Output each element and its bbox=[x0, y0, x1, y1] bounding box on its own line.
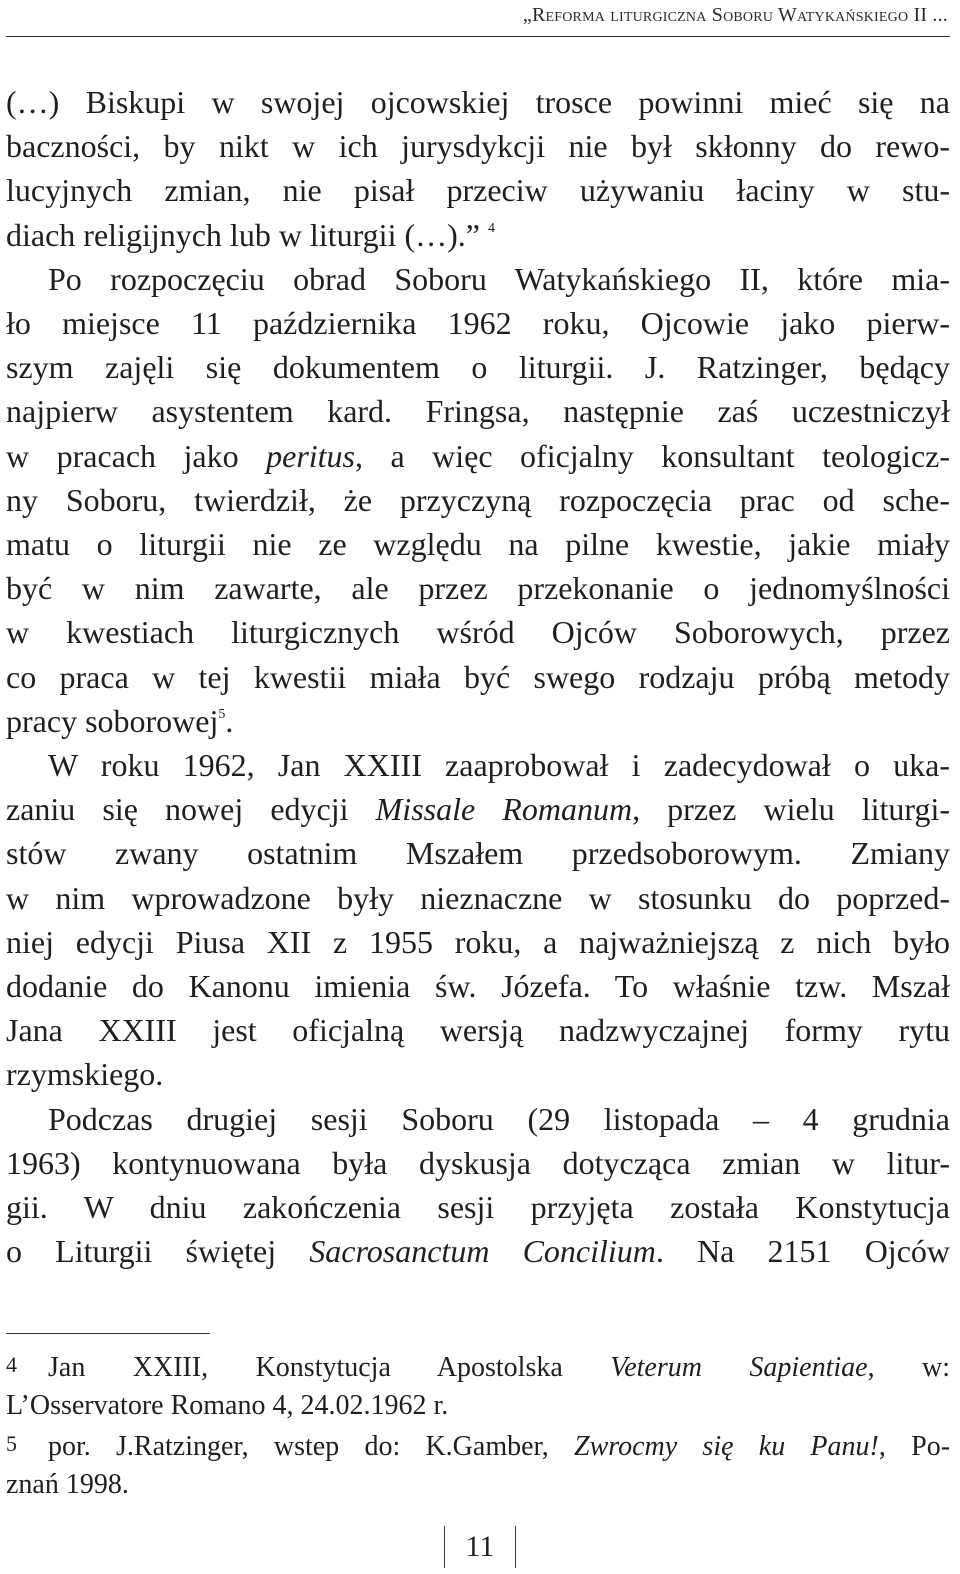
text-line: matu o liturgii nie ze względu na pilne kwestie, jakie miały bbox=[6, 526, 950, 563]
text-segment: . bbox=[225, 702, 234, 739]
italic-term: Missale Romanum bbox=[375, 791, 633, 828]
text-line: lucyjnych zmian, nie pisał przeciw używaniu łaciny w stu- bbox=[6, 172, 950, 209]
text-segment: , przez wielu liturgi- bbox=[632, 791, 951, 828]
text-segment: zaniu się nowej edycji bbox=[6, 791, 376, 828]
page-number: 11 bbox=[444, 1526, 516, 1568]
text-segment: por. J.Ratzinger, wstep do: K.Gamber, bbox=[48, 1431, 574, 1462]
text-line: baczności, by nikt w ich jurysdykcji nie był skłonny do rewo- bbox=[6, 128, 950, 165]
text-line: rzymskiego. bbox=[6, 1056, 164, 1093]
footnote-ref-5: 5 bbox=[218, 706, 226, 722]
text-line: 1963) kontynuowana była dyskusja dotycząca zmian w litur- bbox=[6, 1144, 950, 1181]
text-line: w kwestiach liturgicznych wśród Ojców Soborowych, przez bbox=[6, 614, 950, 651]
footnote-5 bbox=[6, 1425, 950, 1504]
text-line: najpierw asystentem kard. Fringsa, następnie zaś uczestniczył bbox=[6, 393, 950, 430]
text-line: niej edycji Piusa XII z 1955 roku, a najważniejszą z nich było bbox=[6, 923, 950, 960]
text-segment: , a więc oficjalny konsultant teologicz- bbox=[355, 437, 951, 474]
text-segment: . Na 2151 Ojców bbox=[655, 1233, 950, 1270]
footnote-ref-4: 4 bbox=[487, 220, 495, 236]
text-line: ny Soboru, twierdził, że przyczyną rozpoczęcia prac od sche- bbox=[6, 481, 950, 518]
text-line bbox=[6, 213, 950, 257]
text-line bbox=[6, 699, 950, 743]
footnote-line: L’Osservatore Romano 4, 24.02.1962 r. bbox=[6, 1390, 449, 1421]
text-segment: Jan XXIII, Konstytucja Apostolska bbox=[48, 1352, 611, 1383]
text-segment: diach religijnych lub w liturgii (…).” bbox=[6, 216, 480, 253]
text-line: stów zwany ostatnim Mszałem przedsoborowym. Zmiany bbox=[6, 835, 950, 872]
text-line: W roku 1962, Jan XXIII zaaprobował i zadecydował o uka- bbox=[48, 747, 950, 784]
text-line: szym zajęli się dokumentem o liturgii. J. Ratzinger, będący bbox=[6, 349, 950, 386]
italic-term: Sacrosanctum Concilium bbox=[309, 1233, 656, 1270]
footnote-number: 4 bbox=[6, 1352, 17, 1377]
text-line: Po rozpoczęciu obrad Soboru Watykańskiego II, które mia- bbox=[48, 260, 950, 297]
italic-term: Veterum Sapientiae bbox=[610, 1352, 868, 1383]
text-line bbox=[6, 787, 950, 831]
text-line bbox=[6, 434, 950, 478]
text-line bbox=[6, 1229, 950, 1273]
text-line: być w nim zawarte, ale przez przekonanie o jednomyślności bbox=[6, 570, 950, 607]
text-line: co praca w tej kwestii miała być swego rodzaju próbą metody bbox=[6, 658, 950, 695]
text-segment: pracy soborowej bbox=[6, 702, 219, 739]
text-segment: , w: bbox=[867, 1352, 950, 1383]
footnote-number: 5 bbox=[6, 1431, 17, 1456]
running-header: „Reforma liturgiczna Soboru Watykańskiego II ... bbox=[522, 4, 948, 26]
text-segment: w pracach jako bbox=[6, 437, 267, 474]
text-line: Jana XXIII jest oficjalną wersją nadzwyczajnej formy rytu bbox=[6, 1012, 950, 1049]
footnotes bbox=[6, 1346, 950, 1504]
text-segment: o Liturgii świętej bbox=[6, 1233, 310, 1270]
text-line: w nim wprowadzone były nieznaczne w stosunku do poprzed- bbox=[6, 879, 950, 916]
italic-term: Zwrocmy się ku Panu! bbox=[574, 1431, 879, 1462]
text-line: Podczas drugiej sesji Soboru (29 listopada – 4 grudnia bbox=[48, 1100, 950, 1137]
italic-term: peritus bbox=[266, 437, 355, 474]
footnote-4 bbox=[6, 1346, 950, 1425]
text-line: (…) Biskupi w swojej ojcowskiej trosce powinni mieć się na bbox=[6, 84, 950, 120]
text-line: ło miejsce 11 października 1962 roku, Ojcowie jako pierw- bbox=[6, 305, 950, 342]
header-rule bbox=[6, 36, 950, 37]
text-line: dodanie do Kanonu imienia św. Józefa. To właśnie tzw. Mszał bbox=[6, 968, 950, 1005]
footnote-rule bbox=[6, 1333, 210, 1334]
footnote-line: znań 1998. bbox=[6, 1469, 129, 1500]
text-line: gii. W dniu zakończenia sesji przyjęta została Konstytucja bbox=[6, 1189, 950, 1226]
main-text bbox=[6, 80, 950, 1273]
footnote-line bbox=[6, 1425, 950, 1466]
footnote-line bbox=[6, 1346, 950, 1387]
text-segment: , Po- bbox=[878, 1431, 951, 1462]
